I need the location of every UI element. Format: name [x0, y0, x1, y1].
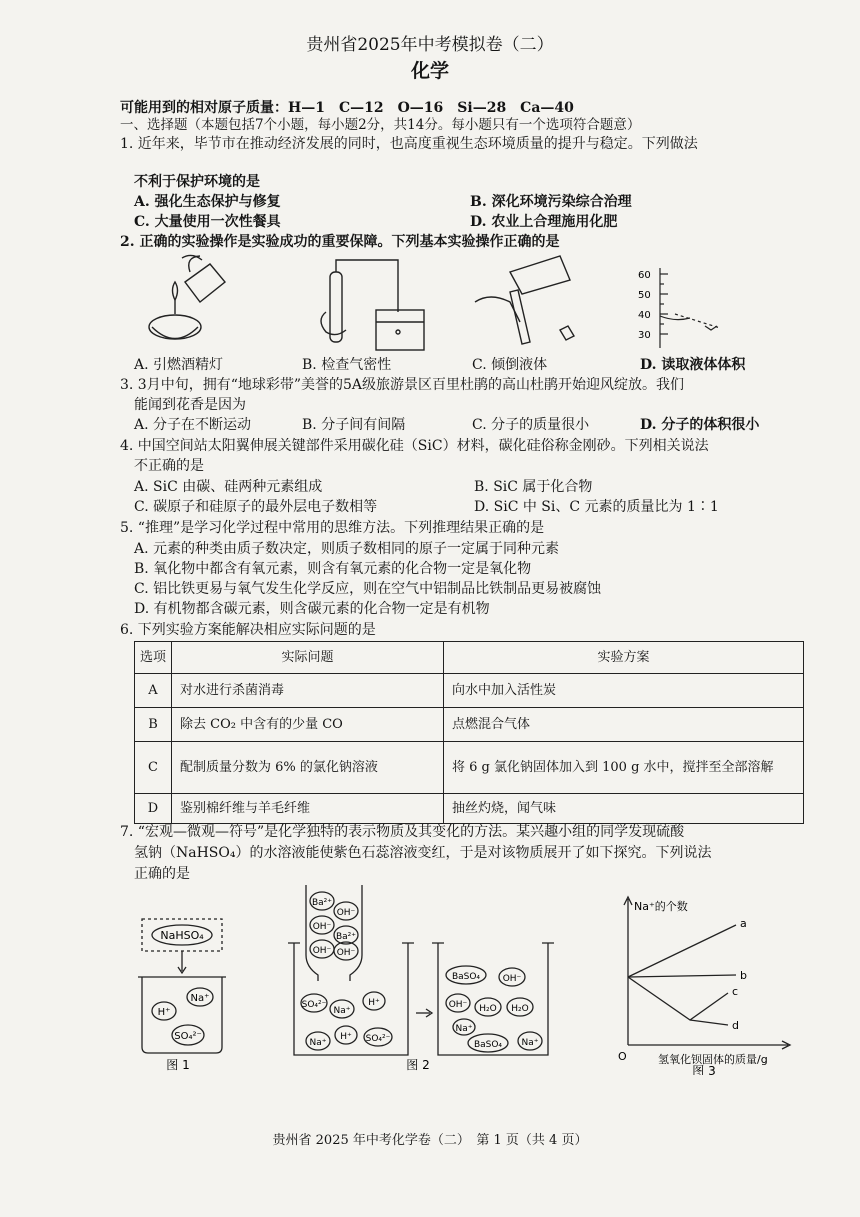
fig2-funnel-ion: OH⁻ [336, 908, 356, 918]
page-footer: 贵州省 2025 年中考化学卷（二） 第 1 页（共 4 页） [272, 1133, 588, 1148]
q7-stem-line2: 氢钠（NaHSO₄）的水溶液能使紫色石蕊溶液变红，于是对该物质展开了如下探究。下列说法 [134, 845, 712, 861]
table-cell: 除去 CO₂ 中含有的少量 CO [172, 708, 444, 742]
q5-option-d: D. 有机物都含碳元素，则含碳元素的化合物一定是有机物 [134, 601, 490, 617]
fig2-caption: 图 2 [406, 1058, 430, 1072]
fig2-left-ion: Na⁺ [333, 1006, 351, 1016]
fig3-label-a: a [740, 917, 747, 930]
q4-option-c: C. 碳原子和硅原子的最外层电子数相等 [134, 499, 378, 515]
q2-option-a: A. 引燃酒精灯 [134, 357, 224, 373]
q5-stem: 5. “推理”是学习化学过程中常用的思维方法。下列推理结果正确的是 [120, 520, 545, 536]
q7-stem: 7. “宏观—微观—符号”是化学独特的表示物质及其变化的方法。某兴趣小组的同学发现硫酸 [120, 824, 685, 840]
fig1-caption: 图 1 [166, 1058, 190, 1072]
measuring-cylinder-icon [660, 268, 720, 348]
table-header-option: 选项 [135, 642, 172, 674]
fig2-funnel-ion: Ba²⁺ [335, 932, 357, 942]
cylinder-tick-30: 30 [638, 330, 651, 341]
q6-table [134, 641, 804, 824]
fig3-line-d [690, 1020, 728, 1025]
q4-stem-line2: 不正确的是 [134, 458, 204, 474]
fig2-right-particle: H₂O [511, 1004, 529, 1014]
table-cell: D [135, 794, 172, 824]
table-cell: 对水进行杀菌消毒 [172, 674, 444, 708]
pouring-liquid-icon [475, 256, 574, 344]
fig2-left-ion: SO₄²⁻ [301, 1000, 327, 1010]
q3-option-a: A. 分子在不断运动 [134, 417, 252, 433]
table-header-row [135, 642, 804, 674]
q1-option-c: C. 大量使用一次性餐具 [134, 214, 281, 230]
fig2-right-particle: BaSO₄ [473, 1040, 503, 1050]
q2-option-b: B. 检查气密性 [302, 357, 392, 373]
fig3-label-d: d [732, 1019, 739, 1032]
q1-option-d: D. 农业上合理施用化肥 [470, 214, 618, 230]
cylinder-tick-40: 40 [638, 310, 651, 321]
fig1-ion: SO₄²⁻ [174, 1031, 202, 1042]
q4-option-d: D. SiC 中 Si、C 元素的质量比为 1∶1 [474, 499, 719, 515]
table-cell: 抽丝灼烧，闻气味 [444, 794, 804, 824]
atomic-masses: 可能用到的相对原子质量：H—1 C—12 O—16 Si—28 Ca—40 [120, 100, 574, 116]
fig2-funnel-ion: Ba²⁺ [311, 898, 333, 908]
fig3-line-b [628, 975, 736, 977]
fig2-left-ion: H⁺ [368, 998, 380, 1008]
table-cell: 点燃混合气体 [444, 708, 804, 742]
q5-option-b: B. 氧化物中都含有氧元素，则含有氧元素的化合物一定是氧化物 [134, 561, 532, 577]
table-header-problem: 实际问题 [172, 642, 444, 674]
fig2-right-particle: OH⁻ [448, 1000, 468, 1010]
table-row [135, 742, 804, 794]
q7-figures [128, 885, 818, 1075]
q6-stem: 6. 下列实验方案能解决相应实际问题的是 [120, 622, 376, 638]
q2-option-c: C. 倾倒液体 [472, 357, 548, 373]
table-cell: B [135, 708, 172, 742]
table-cell: 鉴别棉纤维与羊毛纤维 [172, 794, 444, 824]
table-cell: C [135, 742, 172, 794]
q4-option-b: B. SiC 属于化合物 [474, 479, 593, 495]
q1-option-a: A. 强化生态保护与修复 [134, 194, 281, 210]
fig2-left-ion: H⁺ [340, 1032, 352, 1042]
q3-option-d: D. 分子的体积很小 [640, 417, 760, 433]
q3-stem: 3. 3月中旬，拥有“地球彩带”美誉的5A级旅游景区百里杜鹃的高山杜鹃开始迎风绽放。我们 [120, 377, 685, 393]
q3-stem-line2: 能闻到花香是因为 [134, 397, 246, 413]
q1-stem-line2: 不利于保护环境的是 [134, 174, 260, 190]
table-row [135, 708, 804, 742]
alcohol-lamp-icon [149, 255, 225, 339]
q2-apparatus-illustrations [130, 252, 810, 356]
fig2-funnel-ion: OH⁻ [336, 948, 356, 958]
q4-option-a: A. SiC 由碳、硅两种元素组成 [134, 479, 323, 495]
gas-tightness-apparatus-icon [321, 260, 424, 350]
fig3-line-a [628, 925, 736, 977]
table-row [135, 674, 804, 708]
table-header-plan: 实验方案 [444, 642, 804, 674]
fig2-right-particle: OH⁻ [502, 974, 522, 984]
q3-option-c: C. 分子的质量很小 [472, 417, 590, 433]
q5-option-a: A. 元素的种类由质子数决定，则质子数相同的原子一定属于同种元素 [134, 541, 560, 557]
q2-option-d: D. 读取液体体积 [640, 357, 746, 373]
q5-option-c: C. 铝比铁更易与氧气发生化学反应，则在空气中铝制品比铁制品更易被腐蚀 [134, 581, 602, 597]
fig3-ylabel: Na⁺的个数 [634, 900, 688, 913]
table-cell: A [135, 674, 172, 708]
fig3-line-c [628, 977, 728, 1020]
fig2-right-particle: Na⁺ [521, 1038, 539, 1048]
table-cell: 将 6 g 氯化钠固体加入到 100 g 水中，搅拌至全部溶解 [444, 742, 804, 794]
figure-3 [624, 897, 790, 1049]
q7-stem-line3: 正确的是 [134, 866, 190, 882]
fig3-caption: 图 3 [692, 1064, 716, 1075]
fig3-label-b: b [740, 969, 747, 982]
table-row [135, 794, 804, 824]
fig3-xlabel: 氢氧化钡固体的质量/g [658, 1053, 768, 1066]
fig3-label-c: c [732, 985, 739, 998]
fig1-nahso4-label: NaHSO₄ [160, 929, 204, 942]
q1-option-b: B. 深化环境污染综合治理 [470, 194, 632, 210]
q1-stem: 1. 近年来，毕节市在推动经济发展的同时，也高度重视生态环境质量的提升与稳定。下列做法 [120, 136, 698, 152]
exam-title: 贵州省2025年中考模拟卷（二） [306, 35, 554, 55]
fig3-origin: O [618, 1050, 627, 1063]
table-cell: 向水中加入活性炭 [444, 674, 804, 708]
q4-stem: 4. 中国空间站太阳翼伸展关键部件采用碳化硅（SiC）材料，碳化硅俗称金刚砂。下列相关说法 [120, 438, 709, 454]
section-heading: 一、选择题（本题包括7个小题，每小题2分，共14分。每小题只有一个选项符合题意） [120, 117, 641, 133]
table-cell: 配制质量分数为 6% 的氯化钠溶液 [172, 742, 444, 794]
exam-subject: 化学 [410, 60, 449, 82]
cylinder-tick-50: 50 [638, 290, 651, 301]
figure-2 [288, 885, 554, 1055]
fig2-left-ion: SO₄²⁻ [365, 1034, 391, 1044]
cylinder-tick-60: 60 [638, 270, 651, 281]
q3-option-b: B. 分子间有间隔 [302, 417, 406, 433]
fig2-left-ion: Na⁺ [309, 1038, 327, 1048]
fig2-right-particle: H₂O [479, 1004, 497, 1014]
fig2-funnel-ion: OH⁻ [312, 922, 332, 932]
fig1-ion: H⁺ [157, 1007, 171, 1018]
fig2-funnel-ion: OH⁻ [312, 946, 332, 956]
fig2-right-particle: BaSO₄ [451, 972, 481, 982]
fig2-right-particle: Na⁺ [455, 1024, 473, 1034]
q2-stem: 2. 正确的实验操作是实验成功的重要保障。下列基本实验操作正确的是 [120, 234, 560, 250]
fig1-ion: Na⁺ [190, 993, 210, 1004]
